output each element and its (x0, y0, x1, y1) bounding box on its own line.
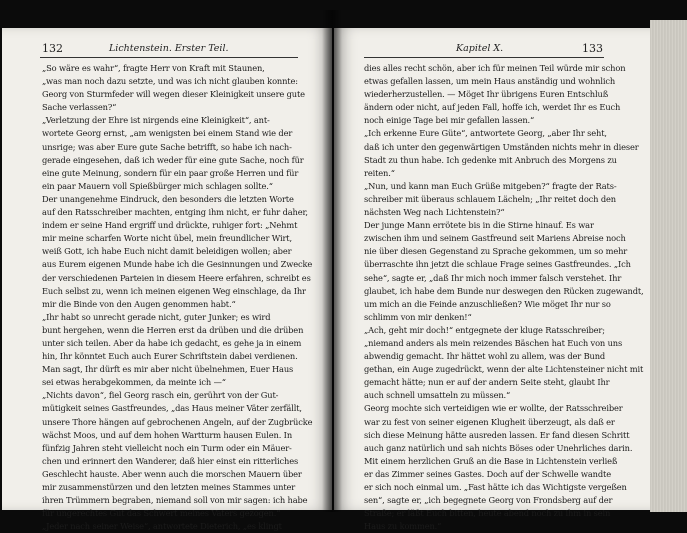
text-line: reiten.“ (364, 167, 395, 178)
text-line: wiederherzustellen. — Möget Ihr übrigens Euren Entschluß (364, 89, 609, 100)
text-line: nächsten Weg nach Lichtenstein?“ (364, 207, 505, 218)
text-line: unsere Thore hängen auf gebrochenen Angeln, auf der Zugbrücke (42, 416, 313, 427)
text-line: hin, Ihr könntet Euch auch Eurer Schriftstein dabei verdienen. (42, 351, 298, 362)
text-line: ändern oder nicht, auf jeden Fall, hoffe ich, werdet Ihr es Euch (364, 102, 621, 113)
right-header-rule (364, 57, 604, 58)
text-line: „Ihr habt so unrecht gerade nicht, guter Junker; es wird (42, 311, 271, 322)
text-line: schreiber mit überaus schlauem Lächeln; „Ihr reitet doch den (364, 193, 616, 204)
text-line: ein paar Mauern voll Spießbürger mich schlagen sollte.“ (42, 180, 273, 191)
text-line: noch einige Tage bei mir gefallen lassen.“ (364, 115, 535, 126)
text-line: zwischen ihm und seinem Gastfreund seit Mariens Abreise noch (364, 233, 626, 244)
text-line: sich diese Meinung hätte ausreden lassen. Er fand diesen Schritt (364, 429, 630, 440)
text-line: Man sagt, Ihr dürft es mir aber nicht übelnehmen, Euer Haus (42, 364, 294, 375)
text-line: auch schnell umsatteln zu müssen.“ (364, 390, 511, 401)
text-line: glaubet, ich habe dem Bunde nur deswegen den Rücken zugewandt, (364, 285, 644, 296)
text-line: der verschiedenen Parteien in diesem Heere erfahren, schreibt es (42, 272, 311, 283)
text-line: „Verletzung der Ehre ist nirgends eine Kleinigkeit“, ant- (42, 115, 270, 126)
text-line: chen und erinnert den Wanderer, daß hier einst ein ritterliches (42, 455, 299, 466)
text-line: überraschte ihn jetzt die schlaue Frage seines Gastfreundes. „Ich (364, 259, 631, 270)
text-line: „niemand anders als mein reizendes Bäschen hat Euch von uns (364, 337, 623, 348)
text-line: weiß Gott, ich habe Euch nicht damit beleidigen wollen; aber (42, 246, 292, 257)
text-line: wächst Moos, und auf dem hohen Wartturm hausen Eulen. In (42, 429, 293, 440)
right-page-text (364, 62, 644, 533)
left-page-number: 132 (42, 42, 63, 55)
text-line: dies alles recht schön, aber ich für meinen Teil würde mir schon (364, 63, 626, 73)
text-line: Sache verlassen?“ (42, 102, 117, 113)
text-line: er das Zimmer seines Gastes. Doch auf der Schwelle wandte (364, 468, 611, 479)
text-line: „Jeder nach seiner Weise“, antwortete Dieterich, „es klingt (42, 521, 282, 532)
text-line: „Ich erkenne Eure Güte“, antwortete Georg, „aber Ihr seht, (364, 128, 607, 139)
text-line: bunt hergehen, wenn die Herren erst da drüben und die drüben (42, 324, 304, 335)
text-line: mütigkeit seines Gastfreundes, „das Haus meiner Väter zerfällt, (42, 403, 302, 414)
text-line: aus Eurem eigenen Munde habe ich die Gesinnungen und Zwecke (42, 259, 313, 270)
text-line: gemacht hätte; nun er auf der andern Seite steht, glaubt Ihr (364, 377, 610, 388)
text-line: „Nichts davon“, fiel Georg rasch ein, gerührt von der Gut- (42, 390, 279, 401)
text-line: mir zusammenstürzen und den letzten meines Stammes unter (42, 482, 296, 492)
text-line: unsrige; was aber Eure gute Sache betrifft, so habe ich nach- (42, 141, 292, 152)
text-line: Der junge Mann errötete bis in die Stirne hinauf. Es war (364, 220, 594, 231)
page-edges (650, 20, 687, 512)
right-page-header (334, 42, 658, 56)
text-line: „So wäre es wahr“, fragte Herr von Kraft mit Staunen, (42, 63, 265, 73)
text-line: nie über diesen Gegenstand zu Sprache gekommen, um so mehr (364, 246, 628, 257)
text-line: „Nun, und kann man Euch Grüße mitgeben?“ fragte der Rats- (364, 180, 617, 191)
text-line: eine gute Meinung, sondern für ein paar große Herren und für (42, 167, 299, 178)
text-line: „Ach, geht mir doch!“ entgegnete der kluge Ratsschreiber; (364, 324, 605, 335)
book-spine-shadow (322, 10, 342, 512)
text-line: Mit einem herzlichen Gruß an die Base in Lichtenstein verließ (364, 455, 618, 466)
text-line: war zu fest von seiner eigenen Klugheit überzeugt, als daß er (364, 416, 615, 427)
text-line: für ungerechtes Gut das Schwert meines Vaters gezogen.“ (42, 508, 281, 519)
left-header-rule (40, 57, 298, 58)
text-line: ihren Trümmern begraben, niemand soll von mir sagen: ich habe (42, 495, 308, 506)
right-page-number: 133 (582, 42, 603, 55)
text-line: „was man noch dazu setzte, und was ich nicht glauben konnte: (42, 76, 298, 87)
left-page-text (42, 62, 313, 533)
text-line: Georg mochte sich verteidigen wie er wollte, der Ratsschreiber (364, 403, 623, 414)
text-line: um mich an die Feinde anzuschließen? Wie möget Ihr nur so (364, 298, 611, 309)
text-line: er sich noch einmal um. „Fast hätte ich das Wichtigste vergeßen (364, 482, 627, 492)
text-line: auf den Ratsschreiber machten, entging ihm nicht, er fuhr daher, (42, 207, 308, 218)
text-line: Stadt zu thun habe. Ich gedenke mit Anbruch des Morgens zu (364, 154, 617, 165)
text-line: etwas gefallen lassen, um mein Haus anständig und wohnlich (364, 76, 616, 87)
text-line: mir meine scharfen Worte nicht übel, mein freundlicher Wirt, (42, 233, 292, 244)
text-line: gerade eingesehen, daß ich weder für eine gute Sache, noch für (42, 154, 304, 165)
right-page (334, 28, 658, 532)
text-line: gethan, ein Auge zugedrückt, wenn der alte Lichtensteiner nicht mit (364, 364, 644, 375)
text-line: Der unangenehme Eindruck, den besonders die letzten Worte (42, 193, 294, 204)
text-line: Haus zu kommen.“ (364, 521, 442, 532)
text-line: Geschlecht hauste. Aber wenn auch die morschen Mauern über (42, 468, 302, 479)
text-line: Straße; er läßt Euch bitten, heute abend noch zu ihm in sein (364, 508, 611, 519)
text-line: abwendig gemacht. Ihr hättet wohl zu allem, was der Bund (364, 351, 606, 362)
text-line: schlimm von mir denken!“ (364, 311, 472, 322)
text-line: sei etwas herabgekommen, da meinte ich —“ (42, 377, 226, 388)
text-line: sehe“, sagte er, „daß Ihr mich noch immer falsch verstehet. Ihr (364, 272, 622, 283)
text-line: Georg von Sturmfeder will wegen dieser Kleinigkeit unsere gute (42, 89, 305, 100)
text-line: mir die Binde von den Augen genommen habt.“ (42, 298, 236, 309)
text-line: daß ich unter den gegenwärtigen Umständen nichts mehr in dieser (364, 141, 639, 152)
text-line: Euch selbst zu, wenn ich meinen eigenen Weg einschlage, da Ihr (42, 285, 306, 296)
text-line: indem er seine Hand ergriff und drückte, ruhiger fort: „Nehmt (42, 220, 298, 231)
text-line: fünfzig Jahren steht vielleicht noch ein Turm oder ein Mäuer- (42, 442, 292, 453)
text-line: sen“, sagte er, „ich begegnete Georg von Frondsberg auf der (364, 495, 613, 506)
text-line: wortete Georg ernst, „am wenigsten bei einem Stand wie der (42, 128, 293, 139)
right-running-title: Kapitel X. (456, 43, 504, 54)
text-line: unter sich teilen. Aber da habe ich gedacht, es gehe ja in einem (42, 337, 302, 348)
text-line: auch ganz natürlich und sah nichts Böses oder Unehrliches darin. (364, 442, 633, 453)
left-page-header (2, 42, 332, 56)
left-page (2, 28, 332, 532)
left-running-title: Lichtenstein. Erster Teil. (109, 43, 229, 54)
